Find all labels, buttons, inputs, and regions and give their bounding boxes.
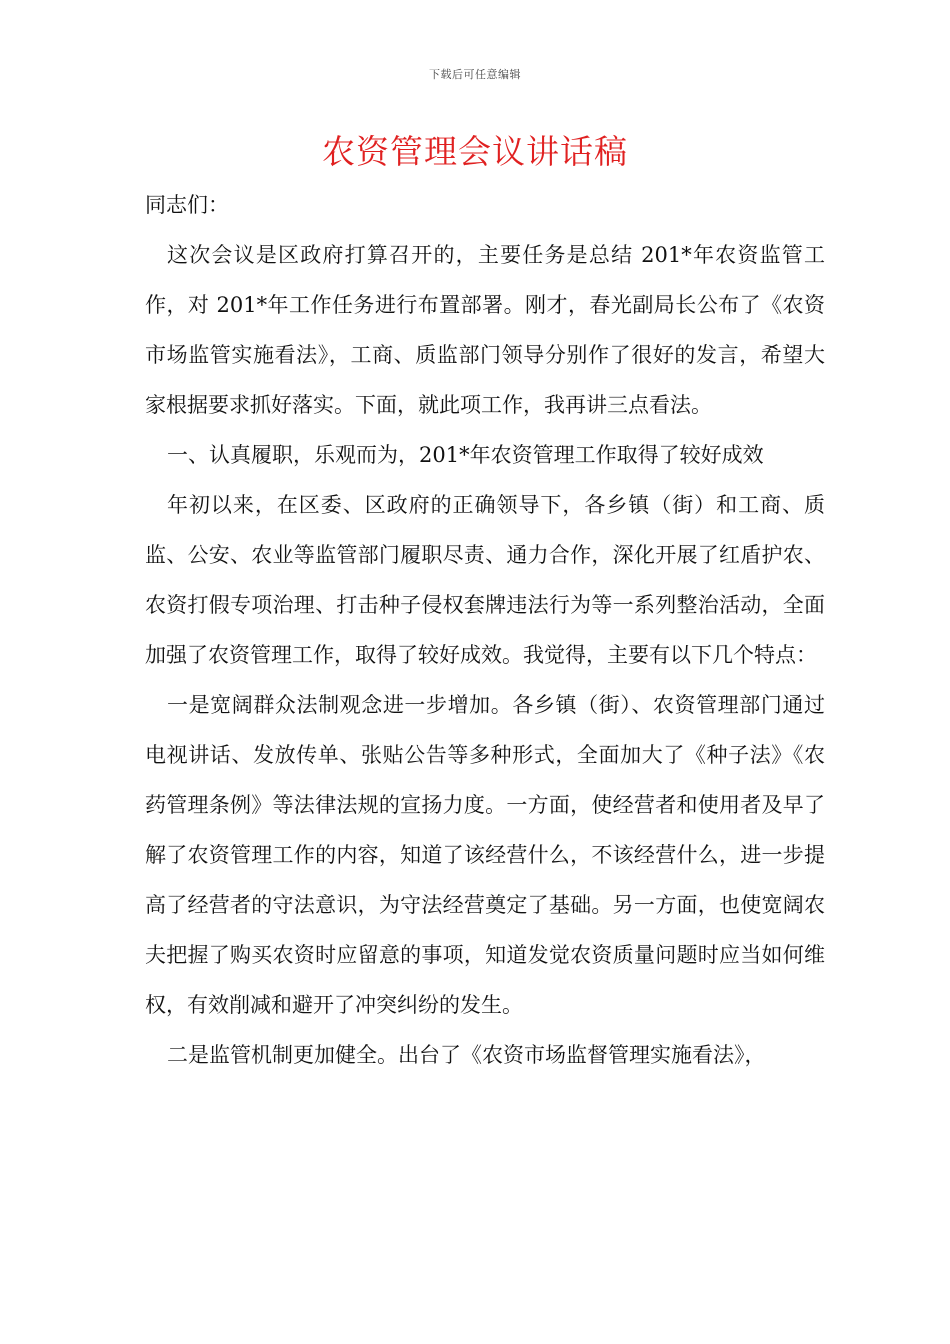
section-heading-1: 一、认真履职，乐观而为，201*年农资管理工作取得了较好成效: [167, 443, 764, 467]
salutation: 同志们：: [145, 193, 229, 217]
paragraph-intro: 这次会议是区政府打算召开的，主要任务是总结 201*年农资监管工作，对 201*年工作任务进行布置部署。刚才，春光副局长公布了《农资市场监管实施看法》，工商、质监部门领导分别作了很好的发言，希望大家根据要求抓好落实。下面，就此项工作，我再讲三点看法。: [145, 243, 825, 417]
document-body: [145, 180, 825, 1080]
paragraph-overview: 年初以来，在区委、区政府的正确领导下，各乡镇（街）和工商、质监、公安、农业等监管部门履职尽责、通力合作，深化开展了红盾护农、农资打假专项治理、打击种子侵权套牌违法行为等一系列整治活动，全面加强了农资管理工作，取得了较好成效。我觉得，主要有以下几个特点：: [145, 493, 825, 667]
paragraph-point-2: 二是监管机制更加健全。出台了《农资市场监督管理实施看法》，: [167, 1043, 766, 1067]
header-note: 下载后可任意编辑: [429, 68, 521, 81]
document-title: 农资管理会议讲话稿: [322, 132, 628, 171]
paragraph-point-1: 一是宽阔群众法制观念进一步增加。各乡镇（街）、农资管理部门通过电视讲话、发放传单、张贴公告等多种形式，全面加大了《种子法》《农药管理条例》等法律法规的宣扬力度。一方面，使经营者和使用者及早了解了农资管理工作的内容，知道了该经营什么，不该经营什么，进一步提高了经营者的守法意识，为守法经营奠定了基础。另一方面，也使宽阔农夫把握了购买农资时应留意的事项，知道发觉农资质量问题时应当如何维权，有效削减和避开了冲突纠纷的发生。: [145, 693, 825, 1017]
